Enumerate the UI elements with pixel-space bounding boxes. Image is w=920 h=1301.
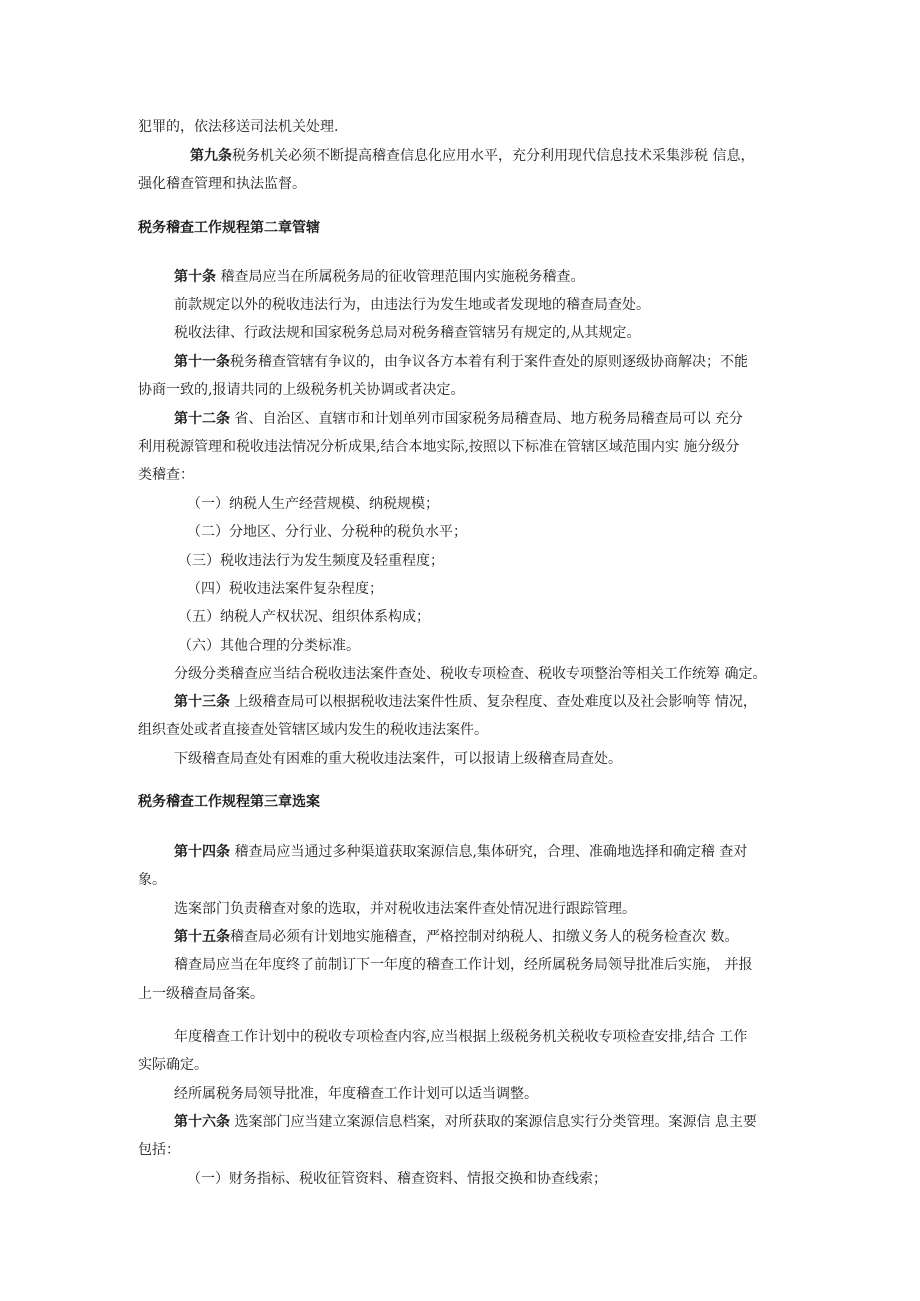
article-12-tail: 分级分类稽查应当结合税收违法案件查处、税收专项检查、税收专项整治等相关工作统筹 确定。	[174, 666, 767, 682]
article-15-paragraph-4: 经所属税务局领导批准，年度稽查工作计划可以适当调整。	[174, 1086, 538, 1102]
article-10-paragraph-2: 前款规定以外的税收违法行为，由违法行为发生地或者发现地的稽查局查处。	[174, 297, 650, 313]
article-10-number: 第十条	[174, 269, 216, 285]
article-15-paragraph-3a: 年度稽查工作计划中的税收专项检查内容,应当根据上级税务机关税收专项检查安排,结合 工作	[174, 1029, 748, 1045]
article-15-paragraph-2a: 稽查局应当在年度终了前制订下一年度的稽查工作计划，经所属税务局领导批准后实施， 并报	[174, 957, 753, 973]
article-12-item-2: （二）分地区、分行业、分税种的税负水平；	[187, 524, 467, 540]
article-15-number: 第十五条	[174, 929, 230, 945]
article-13-line-1: 第十三条 上级稽查局可以根据税收违法案件性质、复杂程度、查处难度以及社会影响等 情况，	[174, 694, 757, 710]
article-9-line-2: 强化稽查管理和执法监督。	[138, 176, 306, 192]
article-15-line-1: 第十五条稽查局必须有计划地实施稽查，严格控制对纳税人、扣缴义务人的税务检查次 数。	[174, 929, 739, 945]
article-9-line-1: 第九条税务机关必须不断提高稽查信息化应用水平，充分利用现代信息技术采集涉税 信息，	[190, 148, 755, 164]
article-12-number: 第十二条	[174, 411, 230, 427]
article-11-line-1: 第十一条税务稽查管辖有争议的，由争议各方本着有利于案件查处的原则逐级协商解决；不能	[174, 354, 748, 370]
article-13-paragraph-2: 下级稽查局查处有困难的重大税收违法案件，可以报请上级稽查局查处。	[174, 751, 622, 767]
article-12-line-3: 类稽查：	[138, 467, 194, 483]
article-9-number: 第九条	[190, 148, 232, 164]
article-13-number: 第十三条	[174, 694, 230, 710]
article-11-number: 第十一条	[174, 354, 230, 370]
article-15-paragraph-2b: 上一级稽查局备案。	[138, 986, 264, 1002]
article-12-item-4: （四）税收违法案件复杂程度；	[187, 581, 383, 597]
chapter-3-heading: 税务稽查工作规程第三章选案	[138, 794, 320, 810]
article-14-paragraph-2: 选案部门负责稽查对象的选取，并对税收违法案件查处情况进行跟踪管理。	[174, 901, 636, 917]
article-16-item-1: （一）财务指标、税收征管资料、稽查资料、情报交换和协查线索；	[187, 1171, 607, 1187]
article-12-item-3: （三）税收违法行为发生频度及轻重程度；	[178, 553, 444, 569]
article-10-line-1: 第十条 稽查局应当在所属税务局的征收管理范围内实施税务稽查。	[174, 269, 585, 285]
article-16-line-1: 第十六条 选案部门应当建立案源信息档案，对所获取的案源信息实行分类管理。案源信 息主要	[174, 1114, 757, 1130]
article-10-paragraph-3: 税收法律、行政法规和国家税务总局对税务稽查管辖另有规定的,从其规定。	[174, 325, 641, 341]
article-12-line-1: 第十二条 省、自治区、直辖市和计划单列市国家税务局稽查局、地方税务局稽查局可以 充分	[174, 411, 743, 427]
article-11-line-2: 协商一致的,报请共同的上级税务机关协调或者决定。	[138, 382, 465, 398]
article-16-line-2: 包括：	[138, 1142, 180, 1158]
article-14-number: 第十四条	[174, 844, 230, 860]
article-16-number: 第十六条	[174, 1114, 230, 1130]
article-14-line-1: 第十四条 稽查局应当通过多种渠道获取案源信息,集体研究，合理、准确地选择和确定稽 查对	[174, 844, 748, 860]
article-14-line-2: 象。	[138, 872, 166, 888]
continuation-line: 犯罪的，依法移送司法机关处理.	[138, 119, 339, 135]
article-12-item-5: （五）纳税人产权状况、组织体系构成；	[178, 609, 430, 625]
article-13-line-2: 组织查处或者直接查处管辖区域内发生的税收违法案件。	[138, 722, 488, 738]
article-12-line-2: 利用税源管理和税收违法情况分析成果,结合本地实际,按照以下标准在管辖区域范围内实 施分级分	[138, 439, 740, 455]
article-15-paragraph-3b: 实际确定。	[138, 1057, 208, 1073]
article-12-item-1: （一）纳税人生产经营规模、纳税规模；	[187, 496, 439, 512]
chapter-2-heading: 税务稽查工作规程第二章管辖	[138, 220, 320, 236]
article-12-item-6: （六）其他合理的分类标准。	[178, 638, 360, 654]
